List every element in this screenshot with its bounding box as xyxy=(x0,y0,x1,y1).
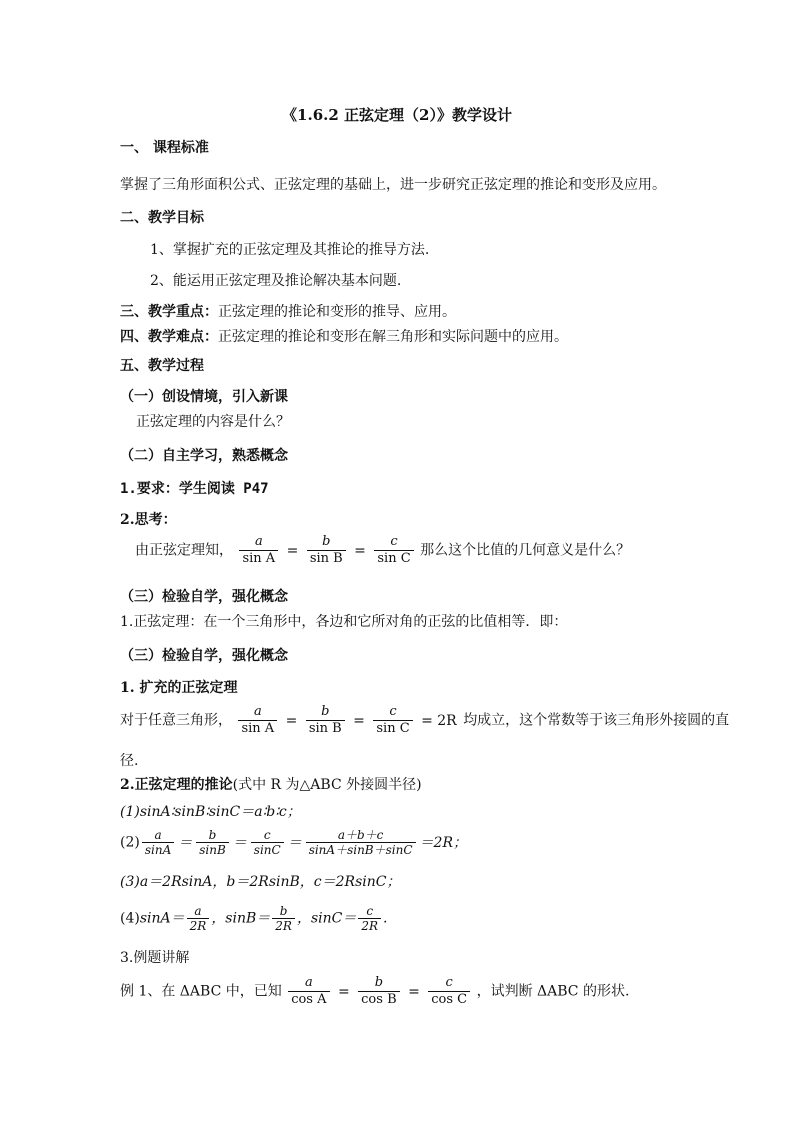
think-line xyxy=(135,534,630,567)
corollary-4-end: . xyxy=(383,910,388,927)
fraction-sum-over-sin-sum: $\frac{a+b+c}{\sin A+\sin B+\sin C}$ xyxy=(306,828,416,857)
equals-sign: ＝ xyxy=(287,834,302,851)
corollary-3: (3)a＝2RsinA，b＝2RsinB，c＝2RsinC； xyxy=(120,874,401,890)
extended-prefix: 对于任意三角形， xyxy=(120,712,232,729)
equals-sign: = xyxy=(285,712,298,729)
part1-heading: （一）创设情境，引入新课 xyxy=(120,389,288,405)
fraction-a-over-sin-a: $\frac{a}{\text{sin A}}$ xyxy=(239,534,278,567)
equals-sign: = xyxy=(354,542,366,559)
fraction-c-over-2r: $\frac{c}{2R}$ xyxy=(358,904,381,933)
section3-line xyxy=(120,303,456,321)
section4-text: 正弦定理的推论和变形在解三角形和实际问题中的应用。 xyxy=(218,329,568,345)
equals-sign: = xyxy=(337,983,350,1000)
part3-text: 1.正弦定理：在一个三角形中，各边和它所对角的正弦的比值相等．即： xyxy=(120,614,568,630)
fraction-a-over-sin-a: $\frac{a}{\text{sin A}}$ xyxy=(238,704,277,737)
fraction-a-over-sina: $\frac{a}{\sin A}$ xyxy=(142,828,174,857)
document-title: 《1.6.2 正弦定理（2）》教学设计 xyxy=(282,106,512,124)
section3-text: 正弦定理的推论和变形的推导、应用。 xyxy=(218,304,456,320)
part3-heading: （三）检验自学，强化概念 xyxy=(120,589,288,605)
corollary-heading xyxy=(120,776,422,794)
think-prefix: 由正弦定理知， xyxy=(135,542,233,559)
corollary-2-label: (2) xyxy=(120,834,140,851)
think-suffix: 那么这个比值的几何意义是什么？ xyxy=(420,542,631,559)
equals-sign: = xyxy=(286,542,299,559)
equals-2r: = 2R xyxy=(421,712,457,729)
fraction-c-over-sinc: $\frac{c}{\sin C}$ xyxy=(251,828,284,857)
section3-label: 三、教学重点： xyxy=(120,304,218,320)
think-label: 2.思考： xyxy=(120,512,177,528)
fraction-a-over-cos-a: $\frac{a}{\text{cos A}}$ xyxy=(288,975,329,1008)
fraction-b-over-2r: $\frac{b}{2R}$ xyxy=(272,904,295,933)
corollary-heading-main: 2.正弦定理的推论 xyxy=(120,777,233,793)
section5-heading: 五、教学过程 xyxy=(120,358,204,374)
example-1-suffix: ，试判断 ΔABC 的形状. xyxy=(476,983,630,1000)
section1-heading: 一、 课程标准 xyxy=(120,140,209,156)
corollary-1: (1)sinA∶sinB∶sinC＝a∶b∶c； xyxy=(120,804,301,820)
fraction-c-over-sin-c: $\frac{c}{\text{sin C}}$ xyxy=(374,534,413,567)
example-1-prefix: 例 1、在 ΔABC 中，已知 xyxy=(120,983,282,1000)
corollary-heading-note: (式中 R 为△ABC 外接圆半径) xyxy=(232,777,422,793)
equals-sign: = xyxy=(353,712,365,729)
part2-heading: （二）自主学习，熟悉概念 xyxy=(120,448,288,464)
fraction-b-over-sin-b: $\frac{b}{\text{sin B}}$ xyxy=(306,704,345,737)
requirement: 1.要求：学生阅读 P47 xyxy=(120,481,269,497)
extended-suffix: 均成立，这个常数等于该三角形外接圆的直 xyxy=(463,712,730,729)
corollary-4 xyxy=(120,904,387,933)
corollary-4-sinb: ，sinB＝ xyxy=(211,910,271,927)
section2-heading: 二、教学目标 xyxy=(120,210,204,226)
corollary-4-label: (4) xyxy=(120,910,140,927)
equals-sign: = xyxy=(408,983,420,1000)
section4-line xyxy=(120,328,568,346)
corollary-4-sinc: ，sinC＝ xyxy=(296,910,357,927)
extended-continuation: 径. xyxy=(120,753,139,769)
corollary-2 xyxy=(120,828,469,857)
fraction-a-over-2r: $\frac{a}{2R}$ xyxy=(187,904,210,933)
fraction-c-over-sin-c: $\frac{c}{\text{sin C}}$ xyxy=(373,704,412,737)
part4-heading: （三）检验自学，强化概念 xyxy=(120,648,288,664)
fraction-b-over-sin-b: $\frac{b}{\text{sin B}}$ xyxy=(307,534,346,567)
part1-question: 正弦定理的内容是什么？ xyxy=(136,414,290,430)
section4-label: 四、教学难点： xyxy=(120,329,218,345)
fraction-c-over-cos-c: $\frac{c}{\text{cos C}}$ xyxy=(428,975,470,1008)
fraction-b-over-cos-b: $\frac{b}{\text{cos B}}$ xyxy=(358,975,399,1008)
corollary-4-sina: sinA＝ xyxy=(139,910,185,927)
equals-sign: ＝ xyxy=(232,834,247,851)
equals-sign: ＝ xyxy=(178,834,193,851)
examples-heading: 3.例题讲解 xyxy=(120,950,190,966)
extended-theorem-heading: 1. 扩充的正弦定理 xyxy=(120,680,238,696)
section1-text: 掌握了三角形面积公式、正弦定理的基础上，进一步研究正弦定理的推论和变形及应用。 xyxy=(120,177,666,193)
fraction-b-over-sinb: $\frac{b}{\sin B}$ xyxy=(196,828,229,857)
example-1 xyxy=(120,975,629,1008)
extended-theorem-line xyxy=(120,704,729,737)
goal-1: 1、掌握扩充的正弦定理及其推论的推导方法. xyxy=(150,242,430,258)
goal-2: 2、能运用正弦定理及推论解决基本问题. xyxy=(150,273,402,289)
equals-2r: ＝2R； xyxy=(419,834,467,851)
